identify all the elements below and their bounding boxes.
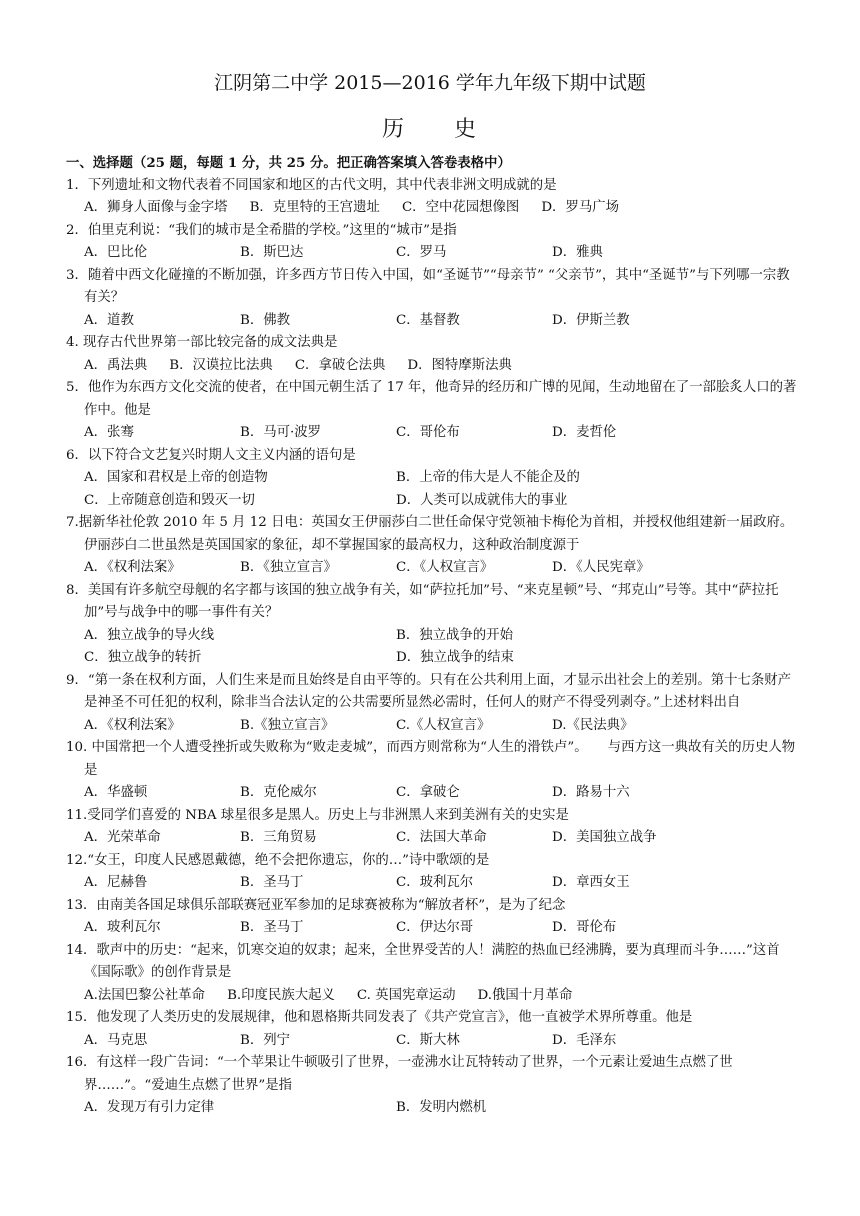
question-stem: 4. 现存古代世界第一部比较完备的成文法典是 [66, 335, 338, 350]
option-a: A．玻利瓦尔 [84, 920, 161, 935]
option-d: D．图特摩斯法典 [407, 357, 512, 373]
question-5 [66, 377, 802, 445]
option-b: B.印度民族大起义 [227, 987, 335, 1003]
question-stem: 13．由南美各国足球俱乐部联赛冠亚军参加的足球赛被称为“解放者杯”，是为了纪念 [66, 897, 566, 913]
question-11 [66, 805, 802, 850]
option-row [66, 467, 802, 490]
question-13 [66, 895, 802, 940]
option-row [66, 827, 802, 850]
subject-heading [0, 115, 860, 145]
option-b: B．圣马丁 [240, 920, 304, 935]
option-a: A．尼赫鲁 [84, 875, 148, 890]
question-stem: 15．他发现了人类历史的发展规律，他和恩格斯共同发表了《共产党宣言》，他一直被学术界所尊重。他是 [66, 1010, 693, 1025]
option-d: D．雅典 [552, 245, 603, 260]
option-b: B.《独立宣言》 [240, 717, 335, 733]
option-a: A．巴比伦 [84, 245, 148, 260]
question-stem: 5．他作为东西方文化交流的使者，在中国元朝生活了 17 年，他奇异的经历和广博的见闻，生动地留在了一部脍炙人口的著作中。他是 [66, 380, 797, 418]
option-b: B．《独立宣言》 [240, 560, 337, 575]
question-stem: 16．有这样一段广告词：“一个苹果让牛顿吸引了世界，一壶沸水让瓦特转动了世界，一个元素让爱迪生点燃了世界……”。“爱迪生点燃了世界”是指 [66, 1055, 733, 1093]
question-stem: 7.据新华社伦敦 2010 年 5 月 12 日电：英国女王伊丽莎白二世任命保守党领袖卡梅伦为首相，并授权他组建新一届政府。伊丽莎白二世虽然是英国国家的象征，却不掌握国家的最高权力，这种政治制度源于 [66, 515, 794, 553]
question-3 [66, 265, 802, 333]
option-row [66, 782, 802, 805]
option-row [66, 1097, 802, 1120]
option-c: C．《人权宣言》 [396, 560, 494, 575]
question-8 [66, 580, 802, 670]
option-a: A．光荣革命 [84, 830, 161, 845]
option-a: A．禹法典 [84, 357, 148, 373]
question-15 [66, 1007, 802, 1052]
question-1 [66, 175, 802, 220]
exam-title: 江阴第二中学 2015—2016 学年九年级下期中试题 [214, 72, 646, 94]
question-6 [66, 445, 802, 513]
subject-char: 历 [381, 117, 406, 142]
option-b: B．独立战争的开始 [396, 627, 513, 643]
option-c: C．上帝随意创造和毁灭一切 [84, 492, 255, 508]
option-a: A．狮身人面像与金字塔 [84, 200, 228, 215]
option-a: A．发现万有引力定律 [84, 1100, 215, 1115]
question-stem: 9．“第一条在权利方面，人们生来是而且始终是自由平等的。只有在公共利用上面，才显示出社会上的差别。第十七条财产是神圣不可任犯的权利，除非当合法认定的公共需要所显然必需时，任何人的财产不得受列剥夺。”上述材料出自 [66, 672, 792, 710]
question-stem: 11.受同学们喜爱的 NBA 球星很多是黑人。历史上与非洲黑人来到美洲有关的史实是 [66, 807, 569, 823]
option-row [66, 197, 802, 220]
option-b: B．克里特的王宫遗址 [249, 200, 380, 215]
option-b: B．克伦威尔 [240, 785, 317, 800]
question-stem: 1．下列遗址和文物代表着不同国家和地区的古代文明，其中代表非洲文明成就的是 [66, 177, 557, 193]
option-row [66, 647, 802, 670]
option-a: A．《权利法案》 [84, 717, 181, 733]
question-16 [66, 1052, 802, 1120]
option-row [66, 625, 802, 648]
option-row [66, 985, 802, 1008]
question-stem: 3．随着中西文化碰撞的不断加强，许多西方节日传入中国，如“圣诞节”“母亲节” “父亲节”，其中“圣诞节”与下列哪一宗教有关？ [66, 267, 790, 305]
option-c: C．拿破仑 [396, 785, 460, 800]
option-row [66, 715, 802, 738]
section-heading: 一、选择题（25 题，每题 1 分，共 25 分。把正确答案填入答卷表格中） [66, 155, 511, 171]
question-2 [66, 220, 802, 265]
option-d: D．伊斯兰教 [552, 312, 630, 328]
option-b: B．马可·波罗 [240, 425, 322, 440]
option-b: B．斯巴达 [240, 245, 304, 260]
exam-content [66, 152, 802, 1120]
option-c: C．法国大革命 [396, 830, 487, 845]
option-a: A.法国巴黎公社革命 [84, 987, 206, 1003]
option-b: B．列宁 [240, 1032, 291, 1048]
option-c: C．斯大林 [396, 1032, 460, 1048]
option-d: D．美国独立战争 [552, 830, 657, 845]
option-d: D．罗马广场 [541, 200, 620, 215]
question-10 [66, 737, 802, 805]
option-d: D．独立战争的结束 [396, 650, 514, 665]
option-d: D．哥伦布 [552, 920, 617, 935]
option-row [66, 422, 802, 445]
option-d: D．《人民宪章》 [552, 560, 650, 575]
option-b: B．佛教 [240, 312, 291, 328]
option-d: D．麦哲伦 [552, 425, 617, 440]
option-d: D.俄国十月革命 [477, 987, 573, 1003]
option-c: C．拿破仑法典 [294, 357, 386, 373]
option-a: A．张骞 [84, 425, 134, 440]
question-14 [66, 940, 802, 1008]
option-c: C．玻利瓦尔 [396, 875, 474, 890]
question-9 [66, 670, 802, 738]
question-stem: 12.“女王，印度人民感恩戴德，绝不会把你遗忘，你的…”诗中歌颂的是 [66, 852, 490, 868]
question-stem: 2．伯里克利说：“我们的城市是全希腊的学校。”这里的“城市”是指 [66, 222, 457, 238]
option-d: D．人类可以成就伟大的事业 [396, 492, 568, 508]
option-c: C．伊达尔哥 [396, 920, 474, 935]
option-row [66, 310, 802, 333]
option-row [66, 1030, 802, 1053]
option-b: B．三角贸易 [240, 830, 317, 845]
option-row [66, 490, 802, 513]
option-b: B．圣马丁 [240, 875, 304, 890]
question-12 [66, 850, 802, 895]
option-b: B．上帝的伟大是人不能企及的 [396, 470, 580, 485]
option-b: B．汉谟拉比法典 [169, 357, 273, 373]
option-c: C．罗马 [396, 245, 447, 260]
option-c: C．哥伦布 [396, 425, 460, 440]
option-row [66, 355, 802, 378]
question-stem: 6．以下符合文艺复兴时期人文主义内涵的语句是 [66, 447, 356, 463]
option-c: C. 英国宪章运动 [356, 987, 456, 1003]
option-c: C．基督教 [396, 312, 460, 328]
option-row [66, 557, 802, 580]
option-row [66, 917, 802, 940]
question-7 [66, 512, 802, 580]
option-c: C．独立战争的转折 [84, 650, 202, 665]
option-a: A．华盛顿 [84, 785, 148, 800]
option-d: D．毛泽东 [552, 1032, 617, 1048]
option-a: A．马克思 [84, 1032, 148, 1048]
question-stem: 14．歌声中的历史：“起来，饥寒交迫的奴隶；起来，全世界受苦的人！满腔的热血已经沸腾，要为真理而斗争……”这首《国际歌》的创作背景是 [66, 942, 780, 980]
option-row [66, 242, 802, 265]
option-a: A．独立战争的导火线 [84, 627, 215, 643]
option-c: C．空中花园想像图 [401, 200, 520, 215]
option-d: D．章西女王 [552, 875, 630, 890]
question-stem: 10. 中国常把一个人遭受挫折或失败称为“败走麦城”，而西方则常称为“人生的滑铁卢”。 与西方这一典故有关的历史人物是 [66, 740, 796, 778]
question-4 [66, 332, 802, 377]
option-d: D．路易十六 [552, 785, 630, 800]
option-b: B．发明内燃机 [396, 1100, 487, 1115]
option-a: A．《权利法案》 [84, 560, 181, 575]
option-c: C.《人权宣言》 [396, 717, 491, 733]
subject-char: 史 [454, 117, 479, 142]
option-a: A．国家和君权是上帝的创造物 [84, 470, 268, 485]
option-d: D.《民法典》 [552, 717, 634, 733]
question-stem: 8．美国有许多航空母舰的名字都与该国的独立战争有关，如“萨拉托加”号、“来克星顿”号、“邦克山”号等。其中“萨拉托加”号与战争中的哪一事件有关？ [66, 582, 779, 620]
option-row [66, 872, 802, 895]
option-a: A．道教 [84, 312, 134, 328]
